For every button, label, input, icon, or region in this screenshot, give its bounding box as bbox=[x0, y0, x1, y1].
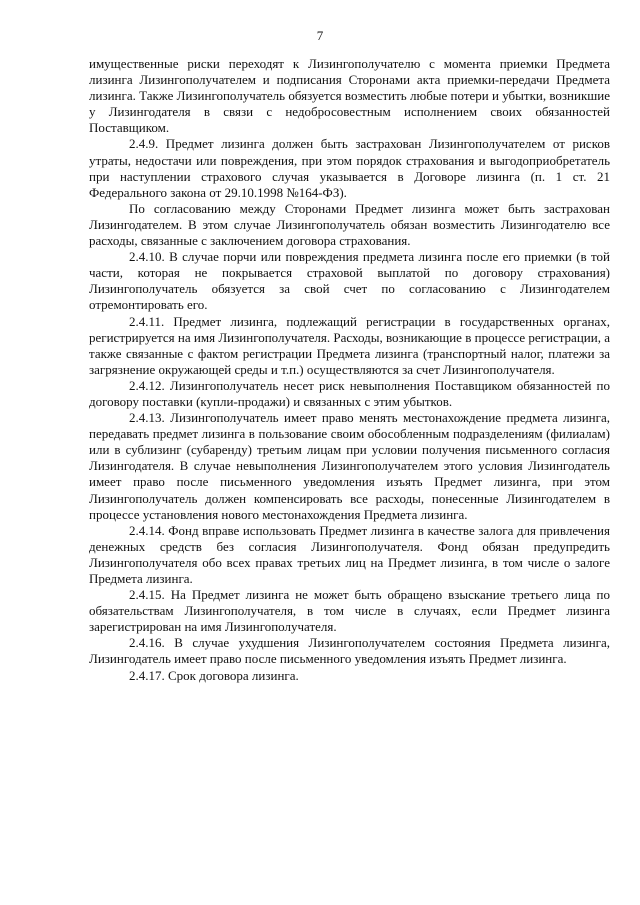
paragraph-2-4-9-insurance-by-lessor: По согласованию между Сторонами Предмет лизинга может быть застрахован Лизингодателем. В этом случае Лизингополучатель обязан возместить Лизингодателю все расходы, связанные с заключением договора страхования. bbox=[89, 200, 610, 249]
paragraph-2-4-13: 2.4.13. Лизингополучатель имеет право менять местонахождение предмета лизинга, передавать предмет лизинга в пользование своим обособленным подразделениям (филиалам) или в сублизинг (субаренду) третьим лицам при условии получения письменного согласия Лизингодателя. В случае невыполнения Лизингополучателем этого условия Лизингодатель имеет право после письменного уведомления изъять Предмет лизинга, при этом Лизингополучатель должен компенсировать все расходы, понесенные Лизингодателем в процессе установления нового местонахождения Предмета лизинга. bbox=[89, 410, 610, 522]
paragraph-2-4-10: 2.4.10. В случае порчи или повреждения предмета лизинга после его приемки (в той части, которая не покрывается страховой выплатой по договору страхования) Лизингополучатель обязуется за свой счет по согласованию с Лизингодателем отремонтировать его. bbox=[89, 249, 610, 313]
document-body bbox=[89, 56, 610, 684]
paragraph-2-4-9: 2.4.9. Предмет лизинга должен быть застрахован Лизингополучателем от рисков утраты, недостачи или повреждения, при этом порядок страхования и выгодоприобретатель при наступлении страхового случая указывается в Договоре лизинга (п. 1 ст. 21 Федерального закона от 29.10.1998 №164-ФЗ). bbox=[89, 136, 610, 200]
paragraph-2-4-12: 2.4.12. Лизингополучатель несет риск невыполнения Поставщиком обязанностей по договору поставки (купли-продажи) и связанных с этим убытков. bbox=[89, 377, 610, 409]
paragraph-2-4-14: 2.4.14. Фонд вправе использовать Предмет лизинга в качестве залога для привлечения денежных средств без согласия Лизингополучателя. Фонд обязан предупредить Лизингополучателя обо всех правах третьих лиц на Предмет лизинга, в том числе о залоге Предмета лизинга. bbox=[89, 522, 610, 586]
page-number: 7 bbox=[316, 28, 324, 43]
paragraph-2-4-17: 2.4.17. Срок договора лизинга. bbox=[129, 667, 299, 683]
paragraph-2-4-16: 2.4.16. В случае ухудшения Лизингополучателем состояния Предмета лизинга, Лизингодатель имеет право после письменного уведомления изъять Предмет лизинга. bbox=[89, 635, 610, 667]
paragraph-continuation: имущественные риски переходят к Лизингополучателю с момента приемки Предмета лизинга Лизингополучателем и подписания Сторонами акта приемки-передачи Предмета лизинга. Также Лизингополучатель обязуется возместить любые потери и убытки, возникшие у Лизингодателя в связи с недобросовестным исполнением своих обязанностей Поставщиком. bbox=[89, 56, 610, 136]
paragraph-2-4-11: 2.4.11. Предмет лизинга, подлежащий регистрации в государственных органах, регистрируется на имя Лизингополучателя. Расходы, возникающие в процессе регистрации, а также связанные с фактом регистрации Предмета лизинга (транспортный налог, платежи за загрязнение окружающей среды и т.п.) осуществляются за счет Лизингополучателя. bbox=[89, 313, 610, 377]
paragraph-2-4-15: 2.4.15. На Предмет лизинга не может быть обращено взыскание третьего лица по обязательствам Лизингополучателя, в том числе в случаях, если Предмет лизинга зарегистрирован на имя Лизингополучателя. bbox=[89, 587, 610, 635]
